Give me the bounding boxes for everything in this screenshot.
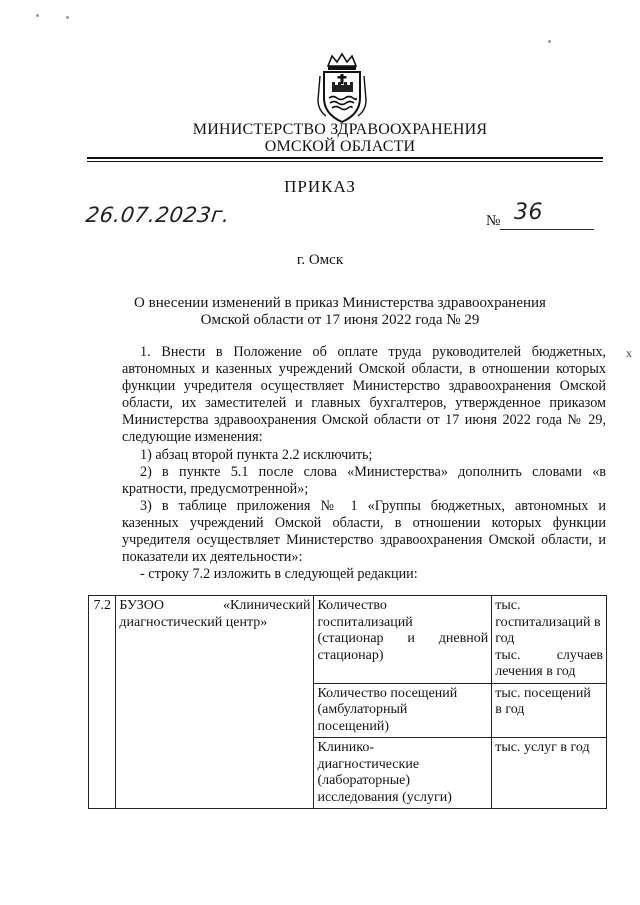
- header-rule-thin: [87, 161, 603, 162]
- order-subject: [100, 295, 580, 329]
- ministry-name-line1: МИНИСТЕРСТВО ЗДРАВООХРАНЕНИЯ: [192, 121, 488, 138]
- body-item2-line2: кратности, предусмотренной»;: [122, 480, 309, 497]
- body-item1: 1) абзац второй пункта 2.2 исключить;: [140, 446, 373, 463]
- indicator-cell: [314, 683, 492, 738]
- scan-speck: [548, 40, 551, 43]
- body-item2-line1: 2) в пункте 5.1 после слова «Министерства» дополнить словами «в: [140, 463, 606, 480]
- units-cell: [492, 738, 607, 809]
- table-row: [89, 596, 607, 684]
- indicator-line: стационар): [317, 647, 384, 663]
- indicator-line: (лабораторные): [317, 773, 411, 788]
- units-line: госпитализаций в: [495, 614, 601, 630]
- header-rule-thick: [87, 157, 603, 159]
- indicator-line: Клинико-: [317, 740, 375, 755]
- budget-groups-table: [88, 595, 607, 809]
- indicator-line: (стационар и дневной: [317, 631, 489, 646]
- institution-line2: диагностический центр»: [119, 614, 268, 630]
- order-number-sign: №: [486, 213, 501, 229]
- order-body: [122, 344, 606, 583]
- body-p1-line5: Министерства здравоохранения Омской области от 17 июня 2022 года № 29,: [122, 412, 606, 429]
- body-p1-line1: 1. Внести в Положение об оплате труда руководителей бюджетных,: [140, 344, 606, 360]
- indicator-cell: [314, 738, 492, 809]
- order-number-underline: [500, 229, 594, 230]
- body-p1-line6: следующие изменения:: [122, 429, 263, 446]
- body-item3-line4: показатели их деятельности»:: [122, 549, 303, 566]
- indicator-cell: [314, 596, 492, 684]
- institution-line1: БУЗОО «Клинический: [119, 598, 311, 613]
- units-cell: [492, 683, 607, 738]
- institution-cell: [116, 596, 314, 809]
- units-line: в год: [495, 702, 525, 717]
- units-line: тыс. посещений: [495, 685, 591, 701]
- body-p1-line2: автономных и казенных учреждений Омской области, в отношении которых: [122, 361, 606, 378]
- subject-line1: О внесении изменений в приказ Министерства здравоохранения: [134, 295, 546, 311]
- body-item3-line3: учредителя осуществляет Министерство здравоохранения Омской области, и: [122, 532, 606, 549]
- units-cell: [492, 596, 607, 684]
- body-p1-line3: функции учредителя осуществляет Министерство здравоохранения Омской: [122, 378, 606, 395]
- indicator-line: диагностические: [317, 756, 420, 772]
- margin-mark: x: [626, 346, 632, 360]
- omsk-oblast-coat-of-arms-icon: [312, 52, 372, 124]
- body-item3-line2: казенных учреждений Омской области, в отношении которых функции: [122, 514, 606, 531]
- units-line: год: [495, 631, 515, 646]
- indicator-line: посещений): [317, 718, 390, 734]
- scan-speck: [36, 14, 39, 17]
- body-item3-line1: 3) в таблице приложения № 1 «Группы бюджетных, автономных и: [140, 497, 606, 514]
- body-p1-line4: области, их заместителей и главных бухгалтеров, утвержденное приказом: [122, 395, 606, 412]
- order-city: г. Омск: [296, 252, 344, 268]
- units-line: тыс. случаев: [495, 647, 603, 663]
- subject-line2: Омской области от 17 июня 2022 года № 29: [200, 312, 480, 328]
- order-number: 36: [514, 200, 543, 225]
- units-line: тыс. услуг в год: [495, 740, 590, 755]
- ministry-name: [120, 121, 560, 155]
- body-item3-sub: - строку 7.2 изложить в следующей редакции:: [140, 566, 418, 583]
- indicator-line: исследования (услуги): [317, 789, 452, 805]
- units-line: лечения в год: [495, 664, 576, 679]
- order-date: 26.07.2023г.: [84, 203, 232, 227]
- ministry-name-line2: ОМСКОЙ ОБЛАСТИ: [264, 138, 416, 155]
- scan-speck: [66, 16, 69, 19]
- indicator-line: Количество: [317, 598, 387, 613]
- indicator-line: (амбулаторный: [317, 702, 408, 717]
- row-number-cell: 7.2: [89, 596, 116, 809]
- units-line: тыс.: [495, 598, 521, 613]
- indicator-line: госпитализаций: [317, 614, 413, 630]
- indicator-line: Количество посещений: [317, 685, 458, 701]
- order-title: ПРИКАЗ: [284, 177, 356, 196]
